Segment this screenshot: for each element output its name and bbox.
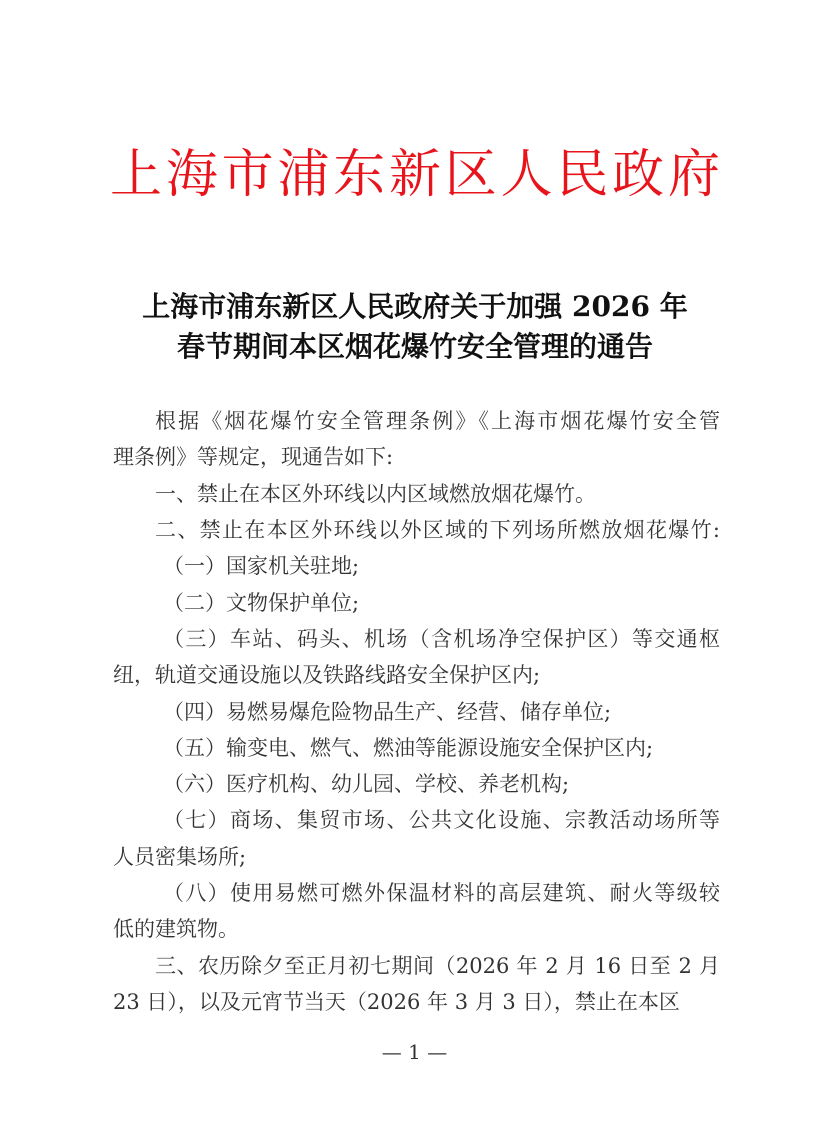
body-line: （七）商场、集贸市场、公共文化设施、宗教活动场所等: [163, 808, 720, 832]
body-line: 三、农历除夕至正月初七期间（2026 年 2 月 16 日至 2 月: [155, 954, 720, 978]
body-line: 23 日），以及元宵节当天（2026 年 3 月 3 日），禁止在本区: [113, 990, 680, 1014]
body-line: （三）车站、码头、机场（含机场净空保护区）等交通枢: [163, 627, 720, 651]
issuing-organization-header: 上海市浦东新区人民政府: [110, 145, 722, 205]
body-line: 二、禁止在本区外环线以外区域的下列场所燃放烟花爆竹:: [155, 518, 720, 542]
document-title-line-1: 上海市浦东新区人民政府关于加强 2026 年: [142, 290, 688, 323]
page-number: — 1 —: [381, 1040, 448, 1064]
body-line: （八）使用易燃可燃外保温材料的高层建筑、耐火等级较: [163, 881, 720, 905]
body-line: （四）易燃易爆危险物品生产、经营、储存单位;: [163, 700, 612, 724]
body-line: 一、禁止在本区外环线以内区域燃放烟花爆竹。: [155, 482, 596, 506]
document-title-line-2: 春节期间本区烟花爆竹安全管理的通告: [176, 330, 653, 363]
body-line: （六）医疗机构、幼儿园、学校、养老机构;: [163, 772, 570, 796]
body-line: （一）国家机关驻地;: [163, 554, 360, 578]
body-line: 低的建筑物。: [113, 917, 239, 941]
body-line: （五）输变电、燃气、燃油等能源设施安全保护区内;: [163, 736, 654, 760]
body-line: 根据《烟花爆竹安全管理条例》《上海市烟花爆竹安全管: [155, 409, 720, 433]
body-line: 人员密集场所;: [113, 845, 247, 869]
body-line: 纽，轨道交通设施以及铁路线路安全保护区内;: [113, 663, 541, 687]
body-line: （二）文物保护单位;: [163, 591, 360, 615]
body-line: 理条例》等规定，现通告如下:: [113, 445, 394, 469]
